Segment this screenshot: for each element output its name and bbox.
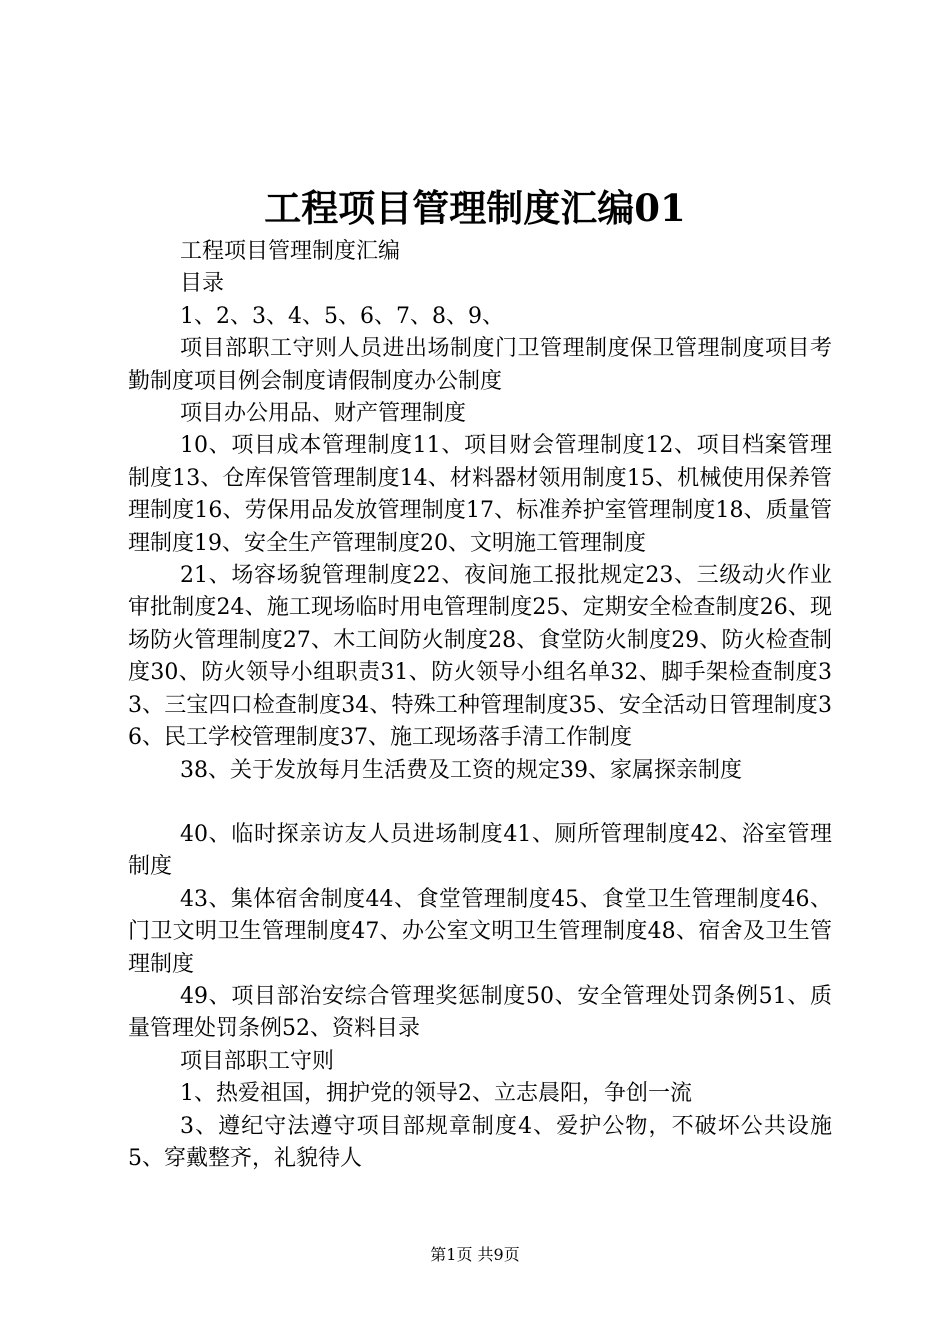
paragraph-toc-label: 目录 xyxy=(180,271,225,297)
paragraph-toc-items-43-48: 43、集体宿舍制度44、食堂管理制度45、食堂卫生管理制度46、门卫文明卫生管理制度47、办公室文明卫生管理制度48、宿舍及卫生管理制度 xyxy=(128,886,832,977)
paragraph-rules-1-2: 1、热爱祖国，拥护党的领导2、立志晨阳，争创一流 xyxy=(180,1081,692,1107)
page-title: 工程项目管理制度汇编01 xyxy=(264,186,686,230)
blank-line xyxy=(128,787,832,819)
paragraph-toc-items-1: 项目部职工守则人员进出场制度门卫管理制度保卫管理制度项目考勤制度项目例会制度请假制度办公制度 xyxy=(128,336,832,394)
paragraph-toc-items-38-39: 38、关于发放每月生活费及工资的规定39、家属探亲制度 xyxy=(180,757,742,783)
paragraph-toc-items-40-42: 40、临时探亲访友人员进场制度41、厕所管理制度42、浴室管理制度 xyxy=(128,821,832,880)
page-footer: 第1页 共9页 xyxy=(430,1245,520,1264)
document-body xyxy=(128,236,832,1175)
paragraph-toc-numbers: 1、2、3、4、5、6、7、8、9、 xyxy=(180,303,504,329)
paragraph-heading: 工程项目管理制度汇编 xyxy=(180,239,401,264)
paragraph-toc-items-2: 项目办公用品、财产管理制度 xyxy=(180,401,467,427)
paragraph-toc-items-10-20: 10、项目成本管理制度11、项目财会管理制度12、项目档案管理制度13、仓库保管管理制度14、材料器材领用制度15、机械使用保养管理制度16、劳保用品发放管理制度17、标准养护室管理制度18、质量管理制度19、安全生产管理制度20、文明施工管理制度 xyxy=(128,433,832,556)
paragraph-toc-items-49-52: 49、项目部治安综合管理奖惩制度50、安全管理处罚条例51、质量管理处罚条例52、资料目录 xyxy=(128,983,832,1042)
paragraph-section-heading: 项目部职工守则 xyxy=(180,1048,335,1074)
paragraph-rules-3-5: 3、遵纪守法遵守项目部规章制度4、爱护公物，不破坏公共设施5、穿戴整齐，礼貌待人 xyxy=(128,1113,832,1171)
paragraph-toc-items-21-37: 21、场容场貌管理制度22、夜间施工报批规定23、三级动火作业审批制度24、施工现场临时用电管理制度25、定期安全检查制度26、现场防火管理制度27、木工间防火制度28、食堂防火制度29、防火检查制度30、防火领导小组职责31、防火领导小组名单32、脚手架检查制度33、三宝四口检查制度34、特殊工种管理制度35、安全活动日管理制度36、民工学校管理制度37、施工现场落手清工作制度 xyxy=(128,563,832,751)
